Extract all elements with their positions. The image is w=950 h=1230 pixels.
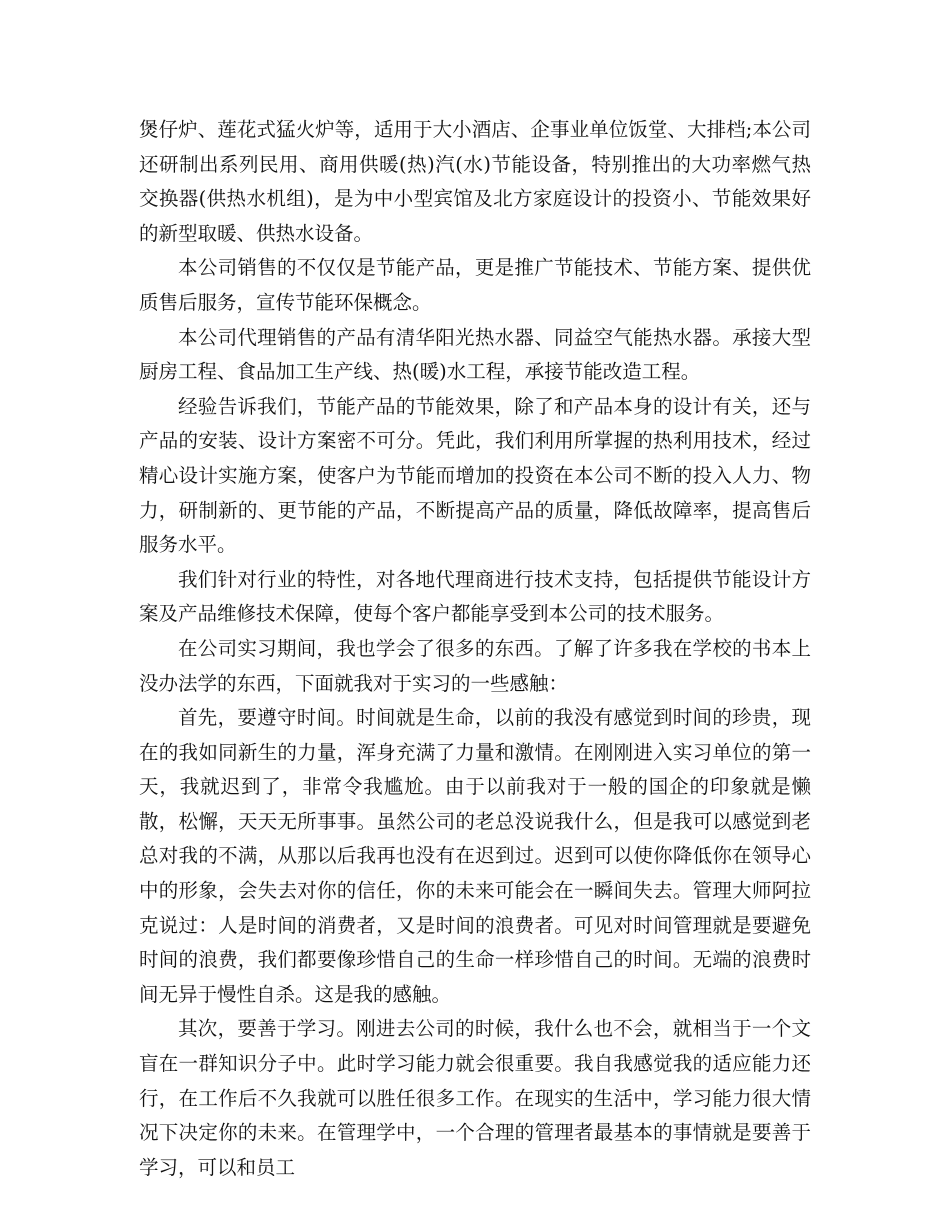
- paragraph-2: 本公司销售的不仅仅是节能产品，更是推广节能技术、节能方案、提供优质售后服务，宣传节能环保概念。: [139, 256, 811, 314]
- paragraph-3: 本公司代理销售的产品有清华阳光热水器、同益空气能热水器。承接大型厨房工程、食品加工生产线、热(暖)水工程，承接节能改造工程。: [139, 325, 811, 384]
- paragraph-7: 首先，要遵守时间。时间就是生命，以前的我没有感觉到时间的珍贵，现在的我如同新生的力量，浑身充满了力量和激情。在刚刚进入实习单位的第一天，我就迟到了，非常令我尴尬。由于以前我对于一般的国企的印象就是懒散，松懈，天天无所事事。虽然公司的老总没说我什么，但是我可以感觉到老总对我的不满，从那以后我再也没有在迟到过。迟到可以使你降低你在领导心中的形象，会失去对你的信任，你的未来可能会在一瞬间失去。管理大师阿拉克说过：人是时间的消费者，又是时间的浪费者。可见对时间管理就是要避免时间的浪费，我们都要像珍惜自己的生命一样珍惜自己的时间。无端的浪费时间无异于慢性自杀。这是我的感触。: [139, 706, 811, 1006]
- paragraph-4: 经验告诉我们，节能产品的节能效果，除了和产品本身的设计有关，还与产品的安装、设计方案密不可分。凭此，我们利用所掌握的热利用技术，经过精心设计实施方案，使客户为节能而增加的投资在本公司不断的投入人力、物力，研制新的、更节能的产品，不断提高产品的质量，降低故障率，提高售后服务水平。: [139, 394, 811, 557]
- paragraph-1: 煲仔炉、莲花式猛火炉等，适用于大小酒店、企事业单位饭堂、大排档;本公司还研制出系列民用、商用供暖(热)汽(水)节能设备，特别推出的大功率燃气热交换器(供热水机组)，是为中小型宾馆及北方家庭设计的投资小、节能效果好的新型取暖、供热水设备。: [139, 118, 811, 245]
- paragraph-6: 在公司实习期间，我也学会了很多的东西。了解了许多我在学校的书本上没办法学的东西，下面就我对于实习的一些感触：: [139, 636, 811, 695]
- paragraph-8: 其次，要善于学习。刚进去公司的时候，我什么也不会，就相当于一个文盲在一群知识分子中。此时学习能力就会很重要。我自我感觉我的适应能力还行，在工作后不久我就可以胜任很多工作。在现实的生活中，学习能力很大情况下决定你的未来。在管理学中，一个合理的管理者最基本的事情就是要善于学习，可以和员工: [139, 1017, 811, 1179]
- document-body: [139, 113, 811, 1185]
- paragraph-5: 我们针对行业的特性，对各地代理商进行技术支持，包括提供节能设计方案及产品维修技术保障，使每个客户都能享受到本公司的技术服务。: [139, 567, 811, 626]
